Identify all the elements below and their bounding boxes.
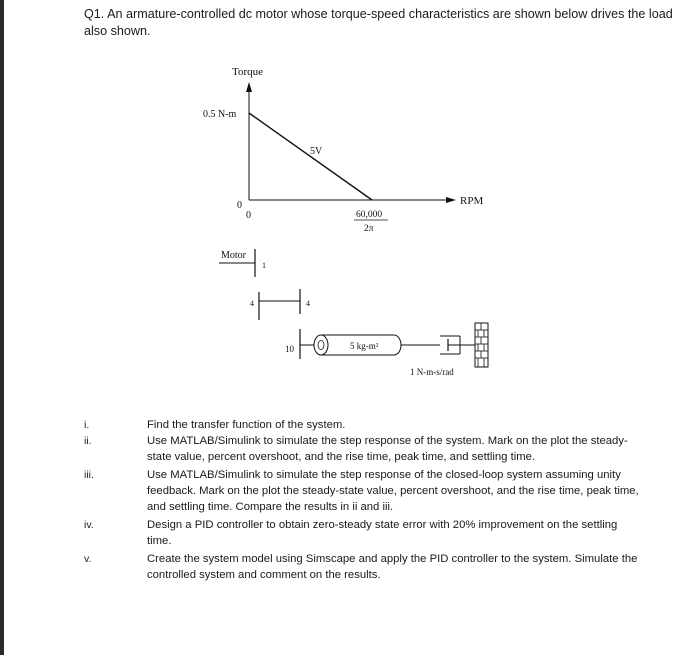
task-number: ii. bbox=[84, 435, 92, 447]
task-number: iii. bbox=[84, 469, 94, 481]
load-cylinder-back bbox=[394, 335, 401, 355]
task-list bbox=[80, 417, 640, 583]
task-number: iv. bbox=[84, 519, 94, 531]
task-item-iv bbox=[80, 517, 640, 549]
task-item-iii bbox=[80, 467, 640, 515]
inertia-label: 5 kg-m² bbox=[350, 341, 379, 351]
speed-intercept-denominator: 2π bbox=[364, 224, 374, 234]
load-cylinder-front bbox=[314, 335, 328, 355]
torque-axis-arrow-icon bbox=[246, 82, 252, 92]
gear3-teeth-label: 10 bbox=[285, 344, 294, 354]
gear2-left-teeth-label: 4 bbox=[250, 299, 254, 308]
rpm-axis-label: RPM bbox=[460, 195, 484, 207]
task-text: Use MATLAB/Simulink to simulate the step response of the system. Mark on the plot the steady-state value, percent overshoot, and the rise time, peak time, and settling time. bbox=[147, 435, 628, 463]
task-item-v bbox=[80, 551, 640, 583]
task-text: Use MATLAB/Simulink to simulate the step response of the closed-loop system assuming unity feedback. Mark on the plot the steady-state value, percent overshoot, and the rise time, peak time, and settling time. Compare the results in ii and iii. bbox=[147, 469, 639, 513]
gear2-right-teeth-label: 4 bbox=[306, 299, 310, 308]
task-text: Find the transfer function of the system. bbox=[147, 419, 346, 431]
rpm-axis-arrow-icon bbox=[446, 197, 456, 203]
speed-intercept-numerator: 60,000 bbox=[356, 210, 383, 220]
task-item-i bbox=[80, 417, 640, 433]
origin-x-label: 0 bbox=[246, 210, 251, 221]
task-number: i. bbox=[84, 419, 90, 431]
torque-intercept-label: 0.5 N-m bbox=[203, 109, 237, 120]
task-item-ii bbox=[80, 433, 640, 465]
task-number: v. bbox=[84, 553, 92, 565]
origin-y-label: 0 bbox=[237, 200, 242, 211]
gear1-teeth-label: 1 bbox=[262, 261, 266, 270]
task-text: Create the system model using Simscape and apply the PID controller to the system. Simulate the controlled system and comment on the results. bbox=[147, 553, 638, 581]
ground-wall-icon bbox=[475, 323, 488, 367]
voltage-line-label: 5V bbox=[310, 146, 323, 157]
damping-label: 1 N-m-s/rad bbox=[410, 367, 454, 377]
torque-axis-label: Torque bbox=[232, 66, 263, 78]
question-statement: Q1. An armature-controlled dc motor whose torque-speed characteristics are shown below drives the load also shown. bbox=[84, 7, 673, 38]
motor-label: Motor bbox=[221, 250, 246, 261]
task-text: Design a PID controller to obtain zero-steady state error with 20% improvement on the settling time. bbox=[147, 519, 618, 547]
